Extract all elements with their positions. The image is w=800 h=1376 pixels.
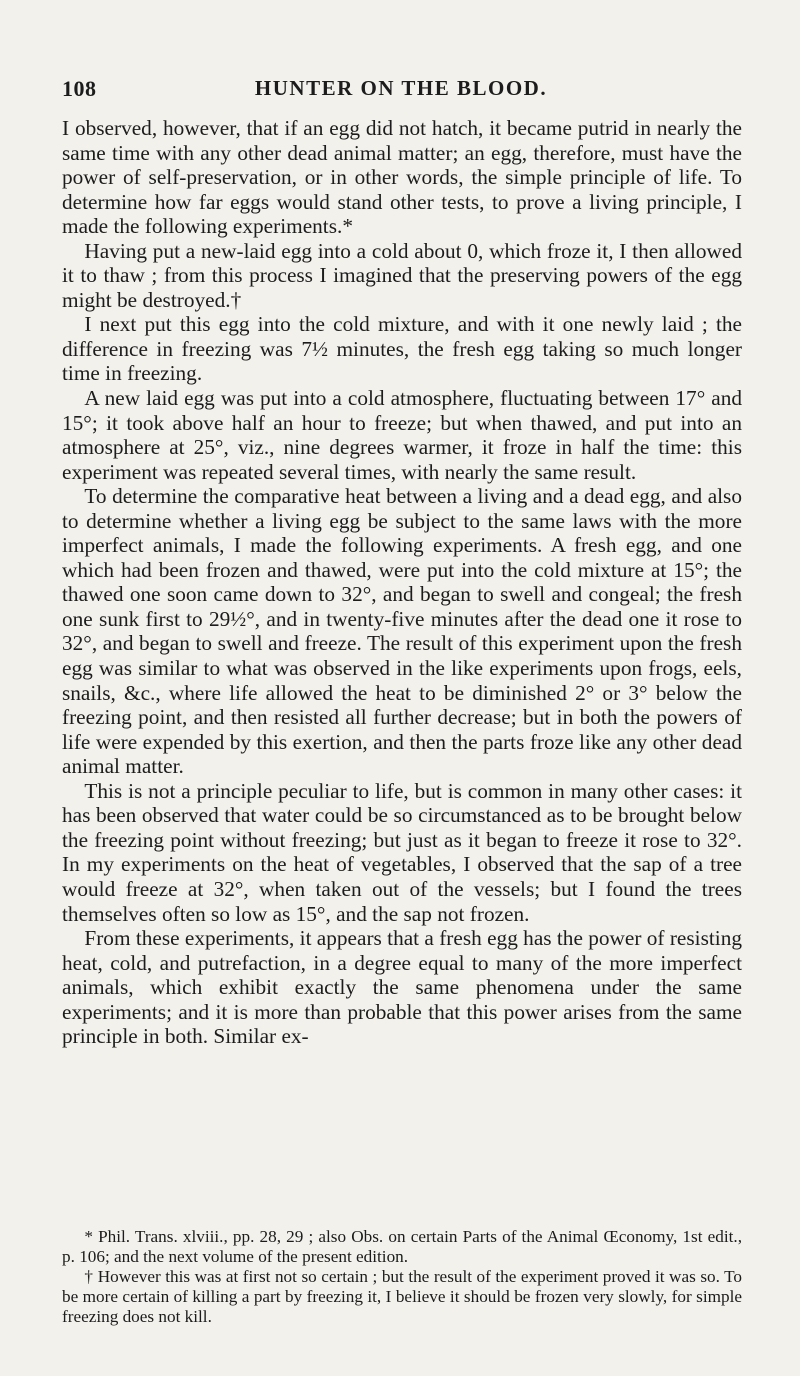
paragraph: Having put a new-laid egg into a cold about 0, which froze it, I then allowed it to thaw ; from this process I imagined that the preserving powers of the egg might be destroyed.† <box>62 238 742 312</box>
body-text <box>62 116 742 1049</box>
footnote: † However this was at first not so certain ; but the result of the experiment proved it was so. To be more certain of killing a part by freezing it, I believe it should be frozen very slowly, for simple freezing does not kill. <box>62 1267 742 1326</box>
footnotes <box>62 1227 742 1327</box>
page-number: 108 <box>62 76 97 101</box>
running-title: HUNTER ON THE BLOOD. <box>254 76 548 100</box>
paragraph: A new laid egg was put into a cold atmosphere, fluctuating between 17° and 15°; it took above half an hour to freeze; but when thawed, and put into an atmosphere at 25°, viz., nine degrees warmer, it froze in half the time: this experiment was repeated several times, with nearly the same result. <box>62 386 742 484</box>
paragraph: I next put this egg into the cold mixture, and with it one newly laid ; the difference in freezing was 7½ minutes, the fresh egg taking so much longer time in freezing. <box>62 312 742 386</box>
paragraph: To determine the comparative heat between a living and a dead egg, and also to determine whether a living egg be subject to the same laws with the more imperfect animals, I made the following experiments. A fresh egg, and one which had been frozen and thawed, were put into the cold mixture at 15°; the thawed one soon came down to 32°, and began to swell and congeal; the fresh one sunk first to 29½°, and in twenty-five minutes after the dead one it rose to 32°, and began to swell and freeze. The result of this experiment upon the fresh egg was similar to what was observed in the like experiments upon frogs, eels, snails, &c., where life allowed the heat to be diminished 2° or 3° below the freezing point, and then resisted all further decrease; but in both the powers of life were expended by this exertion, and then the parts froze like any other dead animal matter. <box>62 484 742 779</box>
paragraph: From these experiments, it appears that a fresh egg has the power of resisting heat, cold, and putrefaction, in a degree equal to many of the more imperfect animals, which exhibit exactly the same phenomena under the same experiments; and it is more than probable that this power arises from the same principle in both. Similar ex- <box>62 926 743 1049</box>
paragraph: I observed, however, that if an egg did not hatch, it became putrid in nearly the same time with any other dead animal matter; an egg, therefore, must have the power of self-preservation, or in other words, the simple principle of life. To determine how far eggs would stand other tests, to prove a living principle, I made the following experiments.* <box>62 116 742 239</box>
paragraph: This is not a principle peculiar to life, but is common in many other cases: it has been observed that water could be so circumstanced as to be brought below the freezing point without freezing; but just as it began to freeze it rose to 32°. In my experiments on the heat of vegetables, I observed that the sap of a tree would freeze at 32°, when taken out of the vessels; but I found the trees themselves often so low as 15°, and the sap not frozen. <box>62 778 742 926</box>
running-head <box>62 76 740 106</box>
footnote: * Phil. Trans. xlviii., pp. 28, 29 ; also Obs. on certain Parts of the Animal Œconomy, 1st edit., p. 106; and the next volume of the present edition. <box>62 1227 742 1266</box>
